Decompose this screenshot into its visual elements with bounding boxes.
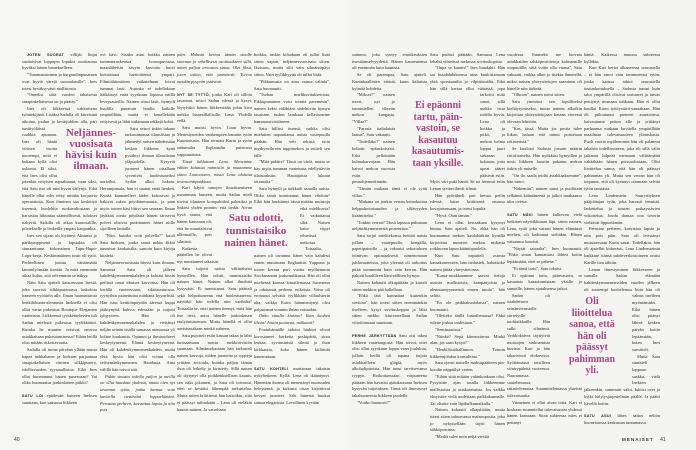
paragraph-text: "Mukana on jonkin verran keinokuitua helppohoitoisuuden ja siliävyyden lisäämiseksi." [352, 199, 427, 218]
body-paragraph [254, 79, 330, 92]
paragraph-text: Toisaalta, nainen oli tavannut hänet vain kahdesti ennen muuttoaan Englantiin. Vappuna ja toisen kerran pari vuotta myöhemmin Stockmannin jouluruuhkassa. Hän oli ollut miehensä kanssa lomailemassa Suomessa ja odottanut perheen esikoista. Vatsa oli erottunut selvästi tyylikkään villaulsterin alta, vaikka Karin hämmentynyt olisi paljastanut voinnin ilman vatsaakin. [254, 246, 330, 312]
body-paragraph [507, 173, 582, 186]
paragraph-text: Kun Kari kertoi alkaneensa seurustella – ei hän sanoi vain tavanneensa tytön, jonka kanssa tahtoi seurustella tositarkoituksella – Sadusta tuntui kuin talot ympärillä olisivat sortuneet ja taivas peittynyt mustaan tuhkaan. Hän ei ollut kuullut Karin tyttöystävä-sanaakaan. Hän oli piiloutunut pieneen asuntoonsa, kaivautunut peiton alle ja yrittänyt parhaansa mukaan kuvitella ympärillään maailman tulevaisuuteen ylimiskasta. Puoli vuotta myöhemmin hän oli palannut takaisin todellisuuteen, joka oli sillä välin jatkanut hilpeää menoaan välittämättä vähääkään hänen poissaolostaan. Olisi liioittelua sanoa, että hän oli päässyt pahimman yli. Mutta sen verran hän oli toipunut, että oli kyennyt ottamaan selvää tytön taustasta. [584, 65, 660, 192]
body-paragraph [22, 92, 97, 105]
paragraph-text: , jonka Kari oli silloin tavannut, seisoi Sadun edessä ja kysyi, löytyisikö hänen liikkeestään jokin kiva mekko bisnesillallisille. Lena. Yhdellä eellä. [177, 91, 252, 124]
paragraph-text: Satu seisoi tiskin takana tarkastamassa tilauslistaa ja jähmettyi naisen nähdessään kesken liikkeen: kynä pysähtyi ilmaan tilauslistan yläpuolella. Kysyvät juonteet hänen otsallaan syvenivät huolestuneiksi uurteiksi. Sydän alkoi hakata. Herranjumala, hän ei saanut enää henkeä. Kynää kannatelleet kädet kohosivat ja hakivat tukea pöydänreunasta, ja pian myös toinen käsi liittyi sen seuraan. Ilman jäykkää otetta pöydästä hänen tärisevät polvet olisivat pudottaneet hänet niille sijoilleen lattialle. [100, 125, 175, 232]
paragraph-text: "Pikkumusta on aina varma valinta", Satu huomautti. [254, 78, 330, 91]
body-paragraph [507, 126, 582, 146]
section-lead-in: SATU LOI [22, 394, 44, 399]
paragraph-text: "Eihän siitä mitään vahinkoakaan olisi. Pysyisitte ajan tasalla liikkeemme mallistoista ja asiakasetuista. Jos vaikka eksyisitte vielä uudestaan paikkakunnalle. Tai olisitte vain läpikulkumatkalla." [430, 373, 505, 406]
body-paragraph [352, 280, 427, 293]
paragraph-text: "Todellako?" nainen kohotti epäuskoisesti. Eikä pelkästään kulmakarvojaan. Hän kaivoi mekon vuorista esiin pesuohjemerkinnän. [352, 139, 395, 185]
paragraph-text: "Meiltä tulee noin neljä viestiä [435, 434, 489, 440]
body-paragraph [584, 65, 660, 192]
right-page-pull-quote-1 [396, 100, 480, 169]
section-lead-in: SATU ASUI [584, 414, 612, 419]
paragraph-text: "En ole paikkakuntalaisia", nainen huomautti. [430, 300, 505, 312]
body-paragraph [430, 193, 505, 213]
pull-quote-line: liioittelua [571, 307, 613, 319]
pull-quote-line: Neljännes- [65, 127, 117, 139]
left-page-column-1 [22, 52, 97, 432]
paragraph-text: "Olkoon", nainen totesi sitten. [512, 92, 565, 98]
body-paragraph [254, 126, 330, 160]
pull-quote-line: taan yksille. [412, 157, 464, 169]
paragraph-text: Satu muisti hyvin. Liian hyvin. Menestyneiden vanhempien kauniin tytön Kauniaisista. Hän törmäsi Karin ja tytön sattumalta Esplanadin puistossa vappuaattona. [177, 125, 252, 157]
paragraph-text: muistoaan takaisin nykyhetkeen. Kyllä, Lena oli ikääntynyt. Hänenkin ihonsa oli menettänyt nuoruuden heleytensä, ja kirkasta otsaa kirjoittivat kevyet juonteet. Silti hänestä huokui samaa eleganssia. Levollinen kyvään [254, 366, 331, 405]
paragraph-text: "Tämän mukaan tämä ei ole tyttä villaa." [352, 186, 427, 198]
body-paragraph [22, 233, 97, 280]
body-paragraph [430, 213, 505, 220]
pull-quote-line: vastoin, se [416, 123, 460, 134]
body-paragraph [177, 52, 252, 86]
paragraph-text: "Mitä pidätte? Tässä on väriä, mutta se käy myös tumman vaatetusta edellyttäviin tilaisuuksiin. Hautajaisia lukuun ottamatta." [254, 159, 330, 185]
body-paragraph [352, 72, 427, 92]
body-paragraph [430, 407, 505, 434]
paragraph-text: Satu pujotteli esiin kassan takaa ja lähti luotsaamaan naista mekkorivistön suuntaan. Silmänurkastaan hän tarkasteli naisen kasvoja, niiden juonteita ja ryppyjä yrittäen arvioida, kuinka paljon tämän ihoa oli leikelty ja kiristetty. Sillä naisen oli täytynyt olla poikkeuksellisen kaunis, sen näki jokainen, ja Satu oli toivonut, ettei se kestäisi lähempää tarkastelua. Mutta miten kriittisesti hän katsoikin, siitä ei päässyt mihinkään – Lena oli vieläkin kaunis nainen. Ja varreltaan [177, 332, 252, 412]
paragraph-text: "Ei tämä tartu", Satu tokaisi. [512, 265, 563, 271]
section-paragraph [507, 212, 582, 246]
body-paragraph [430, 300, 505, 313]
body-paragraph [430, 347, 505, 360]
paragraph-text: hänen kulkevan vielä hetkisen näyteikkunan läpi, sitten nainen, Lena, tyttö joka varasti hänen elämänsä miehen, oli kadonnut sieltäkin. Hänen vatsaansa kouristi. [507, 212, 582, 244]
paragraph-text: päin. Halusin kertoa tämän sinulle suoraan ja rehellisesti osoittaakseni sillä, miten paljon arvostan sinua. Olet fiksu, joten uskon, että ymmärrät. Toivon meidän pysyvän ystävinä. [177, 52, 252, 84]
body-paragraph [507, 273, 582, 293]
body-paragraph [352, 52, 427, 72]
paragraph-text: Satu ojensi naiselle maksupäätteen pin-koodin näppäilyä varten. [430, 360, 505, 373]
paragraph-text: Lena Lindenstein. Suuryrityksen pääjohtajan tytär, joka harrasti tennistä, laskettelua ja toisten poikaystävien vokottelua. Joudu dansaa oon toverin viehtivät lippuelämän. [584, 192, 660, 225]
paragraph-text: Satu tuijotti naista väkinäisesti hymyillen. Hän odotti, tunnistaisiko nainen hänet. Nainen alkoi ilmehtiä kysyvästi. Ei tunnistanut. Satu päätteli sekä helpottuneena että huolestuneena: näyttikö hän todella niin vanhalta? Toisaalta se, ettei nainen tiennyt, mitä hän itse tiesi, antoi hänelle jonkinlaisen etulyöntiaseman. Mutta hänellä ei ollut aavistustakaan minkä suhteen. [177, 265, 252, 332]
paragraph-text: ovi kävi. Sisään astui hoikka nainen tummanruskeassa housupuvussa, maanläheisin sävyin kuvioitu huivi kietaistuna hartioittensa ympäri. Filmitähtimäisen vaikutelman loivat tummat lasit. Aurinko ei todellakaan häikäissyt enää syyskuun lopussa näillä leveysasteilla. Nainen riisui lasit, hymyili huulilla punatuin huulin kaikille ympärillään, mutta ei kenellekään erityisesti ja lähti tutkimaan rekkejä kohti. [100, 52, 175, 125]
body-paragraph [254, 327, 330, 361]
paragraph-text: Ines oli liikkeessä vakituisena työntekijänä. Lisäksi Sadulla oli kiireisinä aikoina, joulun ja kevätjuhlien alla, pari tuntityöläistä ruuhkia apunaan. Ines oli häntä viitisen vuotta nuorempi, mitä ei kukaan kyllä olisi uskonut. Ei siksi, että Ines olisi ollut jotenkin erityisen rupsahtanut, vaan siksi, että Satu itse oli niin hyvin säilynyt. Eikä hänelle ollut edes tehty mitään korjaavia operaatioita. Kun ihminen saa keskittyä itseensä, huolehtia ruokavaliostaan ja harrastaa liikuntaa säännöllisesti, tulokset näkyvät. Sadulla oli aikaa kuntosalille, pilatekselle ja lenkeille ympäri kaupunkia. [22, 105, 97, 232]
paragraph-text: Satu hymyili ja tarkkaili samalla naista. Oliko tämä tunnistanut hänet vihdoin? Eikö hän herättänyt tässä mitään muistoja eikä mielikuvia? Ei vaikuttanut siltä. Naisen katse viipyi vihreässä mekossa. [254, 186, 330, 245]
paragraph-text: Se kuulosti Sadusta jossain määrin ristiriitaiselta. Hän nyökkäsi hymyillen ja nosti liikkeen kassiin pakatun mekon tiskin yli naiselle. [507, 145, 582, 171]
paragraph-text: Ei epäonni tartu, päinvastoin, se kasautuu kasautumistaan yksille ja samoille, hänen ajatuksensa jatkoi. [507, 272, 582, 291]
paragraph-text: Näin Satu ajatteli katsoessaan Inestä, joka suoristi silkkipuseronsa laskoksia hameen vyötärön alle. Ilman huomattavaa henkilökunta-alennusta Ineksellä ei olisi ollut varaa pukeutua Boutique Eleganten vaatteisiin. Liikkeessä työskentelevien tuli Sadun mielestä pukeutua tyylikkäästi. Kuinka he muuten voisivat neuvoa asiakkaitaan pukeutumisessa? Eihän heillä olisi mitään uskottavuutta. [22, 279, 97, 346]
paragraph-text: Nainen kohautti olkapäitään, mutta totesi sitten inhoavansa mainospostia, joka jo nykyisellään täytti hänen sähköpostinsa. [430, 407, 505, 433]
body-paragraph [100, 260, 175, 374]
pull-quote-line: Oli [585, 296, 599, 307]
pull-quote-line: yli. [585, 365, 599, 376]
paragraph-text: Hän pyörähteli pari kertaa peilin edessä, katse kriittisenä omassa kuvajaisessaan, ja totesi lopulta: [430, 192, 505, 212]
body-paragraph [507, 52, 582, 92]
right-page-pull-quote-2 [550, 296, 634, 377]
body-paragraph [507, 146, 582, 173]
paragraph-text: "Jonkin verran? Tässä lapussa puhutaan neljästäkymmenestä prosentista." [352, 219, 427, 232]
body-paragraph [507, 186, 582, 206]
paragraph-text: "Niinkö? Sepä kiinnostavaa. Minkä alan, jos saan kysyä?" [430, 333, 505, 346]
pull-quote-line: päässyt [576, 342, 608, 353]
body-paragraph [352, 400, 427, 407]
paragraph-text: "Mikset?" nainen totesi, nyt jo tunnustellen vihreän mekon kangasta. "Villaa?" [352, 92, 395, 125]
body-paragraph [430, 253, 505, 273]
paragraph-text: Sadulla oli tuona päivänä yllään musta kapea nahkahame ja Ineksen parjaamaa sinapinkeltaisen värinen silkkipusero, edellisvuoden syysmallistoa. Eikö Ines ollut huomannut hänen puseroaan? Vai oliko huomautus jonkinlainen piikki? [22, 346, 97, 386]
body-paragraph [507, 92, 582, 99]
section-lead-in: NYT SE TYTTÖ [177, 92, 209, 97]
paragraph-text: Neljännesvuosisata hävisi kuin ilmaan. Samassa Satu oli jälleen kahdenkymmenenkahden ja kohtasi hissin peilissä omat itkuiset kasvonsa. Hän oli kerällä vuoteessaan, sikiöasennossa, tyynyihin painettuina märkänä kyynelistä. Hän istui keittiönpöydän ääressä kuppi jäähtynyttä kahvia edessään ja tuijotti tyhjyyteen. Hän oli kahdenkymmenenkahden ja viettänyt neljän seinän sisällä samassa asennossa yli kolme kuukautta. Opinnot ja ihmissuhteet keskeytyneenä. Elämä keskeytyneenä. Hän oli kahdenkymmenenkahden, mutta yhtä hyvin hän olisi voinut olla seitsemänkymmenen. Haudassa. Aina välillä hän toivoi sitä. [100, 259, 175, 373]
pull-quote-line: Ei epäonni [415, 100, 461, 111]
section-lead-in: PERHE JÄRKYTTÄÄN [352, 333, 397, 338]
paragraph-text: Satu torjui mielitekonsa heittää naista jollain – vaatepuulla, kengällä, paperipainolla – ja vakuutti sekoituksen toimivan optimaalisesti nimenomaan juhlavaatteissa, joita yleensä oli tarkoitus pitää useammin kuin vain kerran. Hän pakotti huulilleen kärsivällisen hymyn. [352, 232, 427, 279]
paragraph-text: Satu otti tukea liikkeen vaatetangosta. Hän toivoi, ettei olisi ollut syyskuun loppu vaan joulukuu, jolloin heillä oli tapana tarjota asiakkailleen glögiä, myös alkoholipitoista. Hän tunsi tarvitsevansa ryypyn. Roikottaessaan voipuneena päätään hän havaitsi ajatuksissaan Ineksen kysyvän tuijotuksen. Tämä oli ilmestynyt takahuoneesta liikkeen puolelle. [352, 332, 427, 399]
body-paragraph [254, 313, 330, 326]
pull-quote-line: kasautuu [418, 134, 458, 146]
paragraph-text: "Kanta-asiakkaamme saavat tietoja uusista mallistoista, kampanjoista ja alennusmyynneistä ennen muita", hän selitti. [430, 273, 505, 299]
paragraph-text: "Oletteko täällä lomailemassa? Ehkä tulette joskus uudestaan." [430, 313, 505, 326]
section-paragraph [22, 393, 97, 406]
paragraph-text: Pidän sinusta todella paljon ja meillä on ollut hauskaa yhdessä, mutta olen nyt tavannut tytön, jonka kanssa voin kuvitella viettäväni loppuelämäni. Perustaa perheen, kasvattaa lapsia ja niin pois [100, 373, 175, 413]
body-paragraph [352, 233, 427, 280]
paragraph-text: Satu hillitsi itsensä, vaikka olisi mieluiten napauttanut naista vastepuolla päähän. Hän veti rekistä esiin myrkynvihreän tuppimekon ja esitteli sen tälle. [254, 125, 330, 158]
section-paragraph [584, 413, 660, 426]
section-paragraph [352, 333, 427, 400]
body-paragraph [507, 246, 582, 266]
pull-quote-line: hän oli [577, 330, 607, 342]
body-paragraph [254, 52, 330, 79]
body-paragraph [177, 333, 252, 413]
body-paragraph [177, 266, 252, 333]
paragraph-text: "Hyvä. Otan tämän." [435, 212, 472, 218]
paragraph-text: hoikka, tuskin kiloakaan oli tullut lisää sitten vapun, neljännesvuosisata sitten. Ikuisuus, mutta silti vain silmänräpäys sitten. Vain tyylikkyyttä oli tullut lisää. [254, 52, 330, 78]
pull-quote-line: nainen hänet. [224, 237, 288, 249]
paragraph-text: Tässä kihlattuni Lena. Menemme vähän kuluttua naimisiin ja muutamme sitten Lontooseen, missä Lena aloittaa investointipankissa. [177, 158, 252, 184]
paragraph-text: "Turhan mielikuvituksetonta. Pikkupunainen voisi toimia paremmin", nainen keksi välähtäen sädehtivän hymyn tasaisine, tuskin lainkaan kellastuneine hammasrivistöineen. [254, 92, 330, 125]
body-paragraph [177, 125, 252, 159]
body-paragraph [507, 400, 582, 427]
pull-quote-line: sanoa, että [569, 319, 615, 330]
pull-quote-line: pahimman [568, 353, 616, 365]
paragraph-text: "Ehkä tätä kannattaa kuitenkin sovittaa", hän totesi sitten enemmänkin itselleen, kysyi sovituskoppia ja lähti sitten mekko käsivarrellaan Sadun viitoittamaan suuntaan. [352, 293, 427, 326]
paragraph-text: Onko sinulla kiusmo? Ihan kauhea lihoin! Jotain juotavaa, rakkaani? [254, 313, 330, 326]
section-paragraph [254, 366, 330, 406]
body-paragraph [352, 293, 427, 327]
paragraph-text: sainnon, joka syntyy etuoikeuksien itsestäänselvyydestä. Hänen kauneutensa oli enemmän kuin kaunista. [352, 52, 427, 71]
paragraph-text: Nainen kohautti olkapäitään ja katseli sitten mekkoa pää kallellaan. [352, 279, 427, 292]
pull-quote-line: tunnistaisiko [225, 224, 287, 237]
paragraph-text: "Onneksi siitä vuoden takaisesta sinapinkeltaisesta on jo päästy." [22, 92, 97, 104]
paragraph-text: Poninhännälle sidotut hiukset olivat korostaneet korkeita poskipäitä, siroa leukaa, syvänsinisiä silmiä ja ihon kirkkautta, koko hänen kiiltävää kauneuttaan. [254, 326, 330, 359]
body-paragraph [352, 220, 427, 233]
body-paragraph [22, 280, 97, 347]
paragraph-text: "Parasta italialaista laatua", Satu vakuutti. [352, 125, 395, 138]
pull-quote-line: tartu, päin- [413, 111, 463, 123]
body-paragraph [430, 334, 505, 347]
body-paragraph [430, 327, 505, 334]
section-lead-in: SATU KOHTELI [254, 367, 289, 372]
body-paragraph [430, 360, 505, 373]
paragraph-text: "Seminaarissa." [435, 326, 463, 332]
section-lead-in: JOTEN SUORAT [27, 53, 65, 57]
paragraph-text: lähes sadan neliön huoneistossa keskustan tuntumassa. [584, 413, 660, 425]
paragraph-text: "Tummansininen ja burgundinpunainen ovat hyviä värejä suomalaisille", Ines totesi hyväksyvästi mallistosta. [22, 72, 97, 91]
section-paragraph [22, 52, 97, 72]
body-paragraph [430, 434, 505, 441]
body-paragraph [507, 99, 582, 126]
paragraph-text: epäilevän katseen Ineksen suuntaan, kun samassa liikkeen [22, 393, 97, 405]
body-paragraph [430, 52, 505, 65]
paragraph-text: Kaikesta päätellen he olivat nyt muuttaneet takaisin. [177, 245, 220, 265]
body-paragraph [177, 159, 252, 186]
paragraph-text: Sadun oli istahdettava seinänvierustalle siirretyille tuolitaikkaille. Hän sulki silmänsä. Verkkokalvot täyttyivät muistojen sinkoamista kuvista. Kari ja hän takarivissä elokuvissa. Syöttämässä toisilleen viinirypäleitä vuoteessa. Nauramassa, suutelemassa, rakastelemassa. Suunnittelemassa yhteistä tulevaisuutta. [507, 292, 582, 399]
paragraph-text: Perustaa perheen, kasvattaa lapsia ja niin pois päin. Satu oli irvistänyt muistaessaan Karin sanat. Todellakin, hän oli ajatellut kitkerästi, Lena Lindensteinin kaikkine isänsä suhdeverkostoineen avaisi Karille tien tähtiin. [584, 226, 660, 265]
body-paragraph [352, 186, 427, 199]
paragraph-text: Kari käytti sanojen ilmoittamiseen useamman lauseen, mutta Sadun mieli tiivisti tilanteen kompaktiksi paketiksi ja linkosi yhden pointin: että tiedät. Aivan hyvä sanoa, että hänen kanssaan oli, että he muuttaisivat ulkomaille, pois silmistä. [177, 185, 252, 244]
paragraph-text: Lenan ilmestyminen liikkeeseen ja samalla Sadun elämään kahdenkymmenenviiden vuoden jälkeen oli suurempi koettelemus kuin hän oli valmis itselleen myöntämään. Eikä hänen olisi pitänyt lähteä kesken päivän kotiin lepäämään, kuten Ines suositteli. [584, 266, 660, 352]
paragraph-text: Satu ymmärsi sen lopulliseksi kieltäytymiseksi, mutta nainen alkoikin kirjoittaa yhteystietojaan kassan vieressä olevaan lehtiöön. [507, 98, 582, 125]
paragraph-text: Viimeinen ei ollut aivan totta. Kari ei koskaan suunnitellut tulevaisuutta yhdessä hänen kanssaan. Siinä suhteessa mies ei pettänyt [507, 399, 582, 425]
pull-quote-line: ilmaan. [73, 160, 109, 172]
body-paragraph [584, 52, 660, 65]
body-paragraph [254, 92, 330, 126]
page-number-left: 40 [14, 437, 20, 443]
body-paragraph [352, 199, 427, 219]
body-paragraph [254, 246, 330, 313]
body-paragraph [22, 72, 97, 92]
left-page-pull-quote-2 [211, 212, 301, 250]
paragraph-text: Lena ei ollut kertaakaan kysynyt hintaa, Satu ajatteli. No, ehkä hän oli huomannut mekon kaulakärkiin kynällä kirjoitetut numerot mekon niskasta roikkuvan lapun kääntöpuolella. [430, 219, 505, 252]
pull-quote-line: kasautumis- [411, 146, 465, 157]
paragraph-text: "Voitko huonosti?" [357, 399, 391, 405]
magazine-name: MENAISET [622, 437, 654, 442]
paragraph-text: "Näytät sairaalta", Ines huomautti. "Ehkä sinun kannattaisi lähteä kotiin lepäämään, ettei se pahene." [507, 245, 582, 265]
paragraph-text: "Niin, kuinka voin palvella?" kuuli Satu Ineksen, jonka sanat nekin äkkiä tuntuivat kaukaisilta, samoin kuin kirjoja kitaleki. [100, 232, 175, 259]
paragraph-text: "Onpa se kaunis!" Ines huudahti. Hän sai huudahduksensa aina kuulostamaan yhtä spontaanilta ja vilpittömältä. Eikä hän sillä kertaa ollut väärässä, jopa tarkoitti mitä sanoi, sillä mekko istui todella hyvin. Lena oli hoikka ja pitkä, ja mekon helma loppui juuri sirkeaan kohtaan, jotta upeat sääret pääsivät esiin. Myös väri puki häntä. Se toi hienosti esiin Lenan syvänvihreät silmät. [430, 65, 505, 192]
paragraph-text: "Kas, tässä. Mutta jos postia tulee liikaa, haluan että minut poistetaan rekisteristä." [507, 125, 582, 145]
paragraph-text: Mutta Satu sinnitteli loppuun saakka, vielä Ineksen jälkeenkin, sammutti valot, lukitsi ovet ja kytki hälytysjärjestelmän päälle. Ja päätti kävellä kotiin. [584, 353, 660, 406]
page-number-right: 41 [660, 437, 666, 443]
paragraph-text: "On ilo saada teidät asiakkaaksemme", hän sanoi. [507, 172, 582, 185]
pull-quote-line: vuosisata [69, 138, 113, 150]
paragraph-text: "Henkilöstöhallinnon. Toimin liikkeenjohdon konsulttina." [430, 346, 505, 359]
body-paragraph [584, 226, 660, 266]
left-page-column-2 [100, 52, 175, 432]
body-paragraph [584, 193, 660, 227]
body-paragraph [430, 273, 505, 300]
paragraph-text: Se oli parempaa, Satu ajatteli. Kuninkaallisten etäistä, kuun kaltaista kylmää hohdetta. [352, 72, 427, 91]
body-paragraph [430, 313, 505, 326]
body-paragraph [22, 347, 97, 387]
paragraph-text: Kun Satu naputteli ostosta kassakoneeseen, hän tiedusteli, haluaisiko nainen jättää yhteystietonsa. [430, 253, 505, 272]
body-paragraph [430, 374, 505, 408]
paragraph-text: häntä. Kaikessa muussa suhteessa kylläkin. [584, 52, 660, 64]
pull-quote-line: hävisi kuin [65, 149, 117, 161]
body-paragraph [254, 159, 330, 186]
body-paragraph [507, 266, 582, 273]
body-paragraph [100, 374, 175, 414]
paragraph-text: Ines sen sijaan oli löytänyt Aksunsa jo parikymppisenä ja lapsiakin oli siunaantunut kokonainen Tupu-Hupu-Lupu-kerja. Keskimmäinen tosin oli tyttö. Perheellinen joutuu väistämättä laiminlyömään itseään. Ja mitä enemmän aikaa kuluu, sitä selvemmin se näkyy. [22, 232, 97, 279]
paragraph-text: Satu pudisti päätään. Samassa Lena lehahti vihreässä mekossa sovituskopista. [430, 52, 505, 64]
paragraph-text: "Näkemiin", nainen sanoi ja puolittain selkänsä kääntäneenä ja jatkoi matkaansa ulos ovesta. [507, 186, 582, 205]
pull-quote-line: Satu odotti, [228, 212, 284, 224]
body-paragraph [100, 52, 175, 126]
section-paragraph [177, 92, 252, 126]
left-page-pull-quote-1 [57, 128, 125, 172]
paragraph-text: vuodessa. Emmekä me luovuta asiakkaiden sähköpostitietoja kolmansille osapuolille, siitä voitte olla varma", Satu vakuutti, vaikka alkoi jo itsekin ihmetellä, miksi naisen yhteystietojen saaminen oli hänelle niin tärkeää. [507, 52, 582, 91]
body-paragraph [430, 220, 505, 254]
page-footer-right [622, 437, 666, 443]
section-lead-in: SATU NÄKI [507, 213, 533, 218]
body-paragraph [100, 233, 175, 260]
paragraph-text: villijät linjat saattaisivat loppujen lopuksi osoittautua hyväksi hänen bisnekselleen. [22, 52, 97, 71]
